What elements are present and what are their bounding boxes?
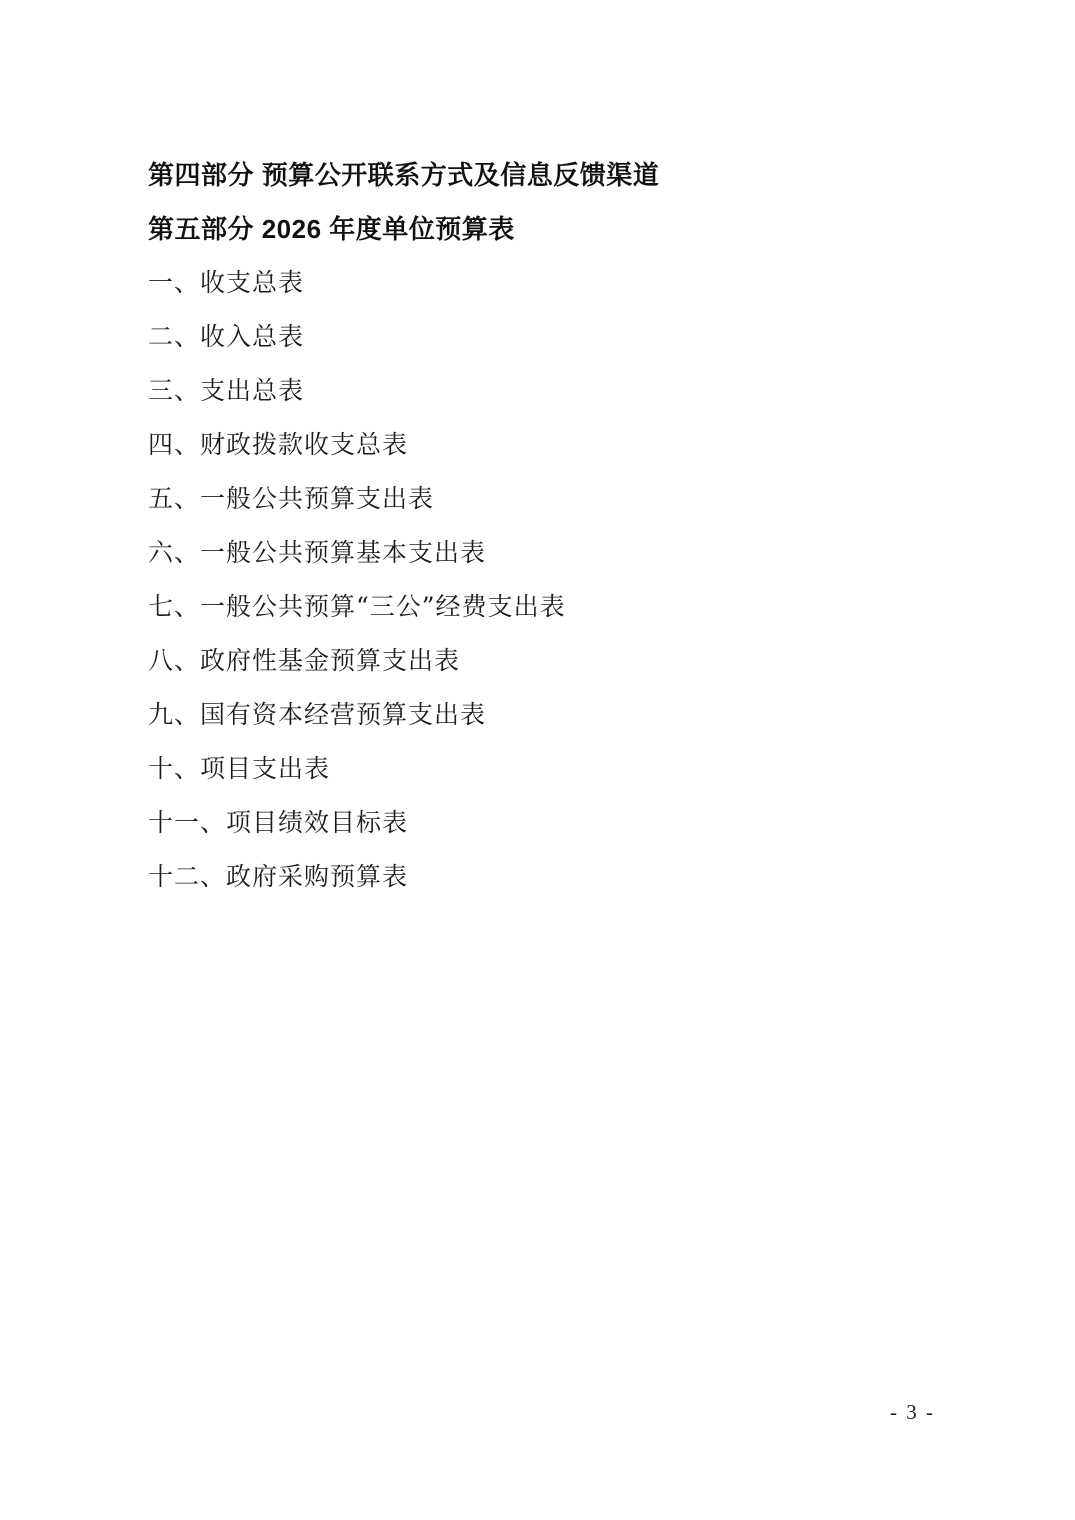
section-heading-part-five: 第五部分 2026 年度单位预算表	[148, 214, 515, 244]
toc-item-5: 五、一般公共预算支出表	[148, 484, 435, 513]
section-heading-part-four: 第四部分 预算公开联系方式及信息反馈渠道	[148, 160, 660, 190]
toc-item-1: 一、收支总表	[148, 268, 305, 297]
toc-item-6: 六、一般公共预算基本支出表	[148, 538, 487, 567]
toc-item-4: 四、财政拨款收支总表	[148, 430, 409, 459]
toc-item-8: 八、政府性基金预算支出表	[148, 646, 461, 675]
page-content	[148, 148, 938, 904]
toc-item-7: 七、一般公共预算“三公”经费支出表	[148, 592, 566, 621]
toc-item-12: 十二、政府采购预算表	[148, 862, 409, 891]
toc-item-9: 九、国有资本经营预算支出表	[148, 700, 487, 729]
page-number: - 3 -	[890, 1400, 935, 1424]
toc-item-10: 十、项目支出表	[148, 754, 331, 783]
toc-item-2: 二、收入总表	[148, 322, 305, 351]
toc-item-11: 十一、项目绩效目标表	[148, 808, 409, 837]
toc-item-3: 三、支出总表	[148, 376, 305, 405]
